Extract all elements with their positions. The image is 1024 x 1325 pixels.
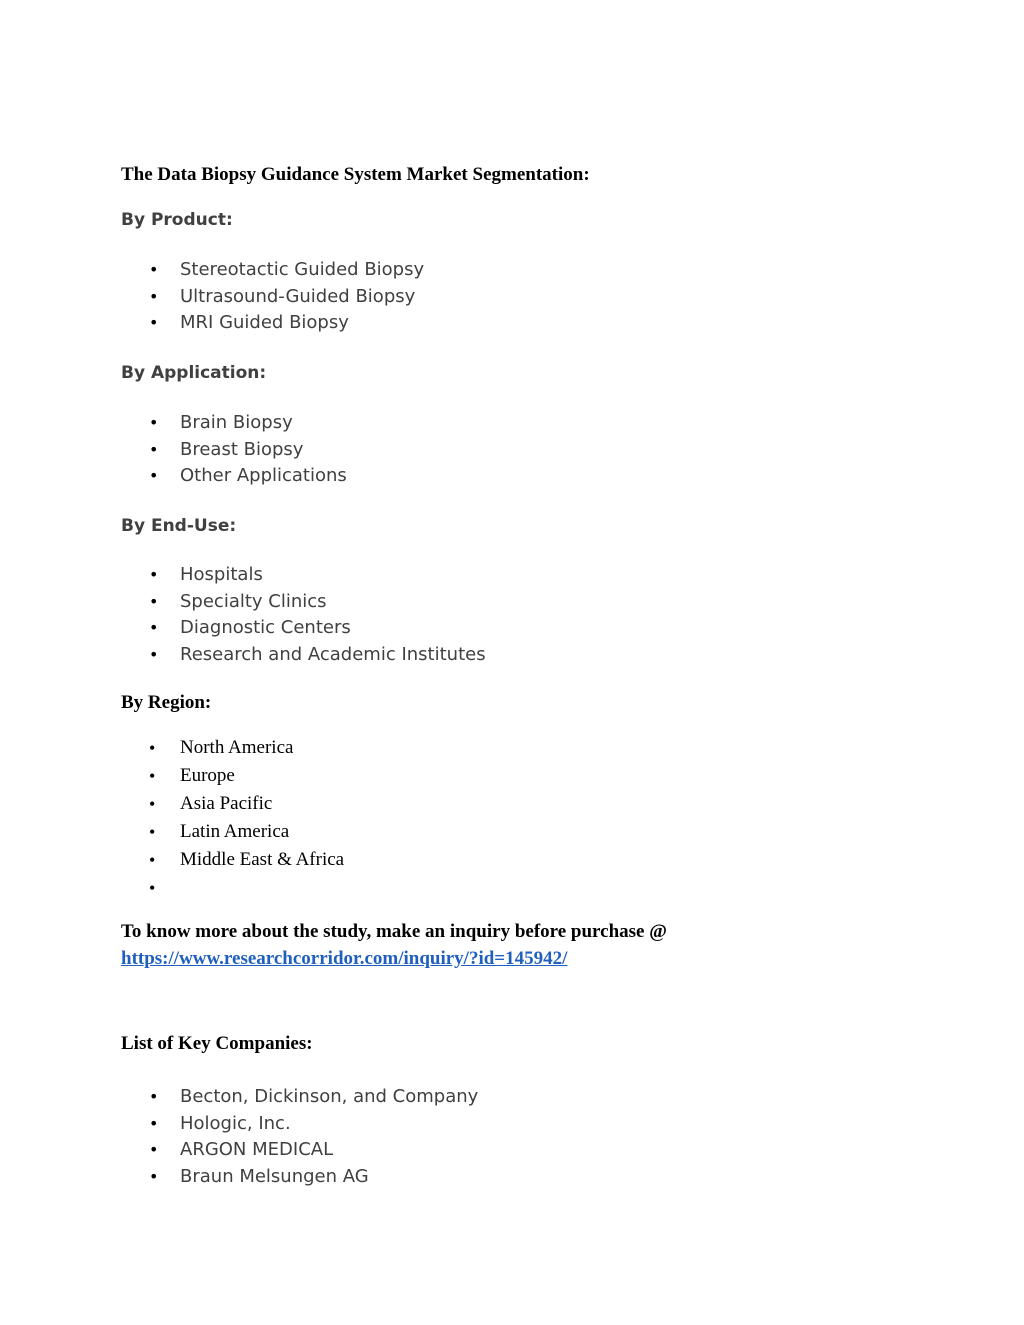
by-region-list (121, 734, 344, 902)
bullet-icon: • (149, 413, 159, 432)
bullet-icon: • (149, 1087, 159, 1106)
bullet-icon: • (149, 1167, 159, 1187)
by-region-heading: By Region: (121, 692, 212, 713)
list-item: • Becton, Dickinson, and Company (121, 1084, 478, 1111)
list-item: • Middle East & Africa (121, 846, 344, 874)
list-item: • North America (121, 734, 344, 762)
list-item: • Specialty Clinics (121, 589, 486, 616)
list-item: • Braun Melsungen AG (121, 1164, 478, 1191)
inquiry-link[interactable]: https://www.researchcorridor.com/inquiry/?id=145942/ (121, 948, 568, 969)
bullet-icon: • (149, 794, 156, 814)
page-title: The Data Biopsy Guidance System Market Segmentation: (121, 164, 590, 185)
list-item: • Stereotactic Guided Biopsy (121, 257, 424, 284)
list-item: • Other Applications (121, 463, 347, 490)
bullet-icon: • (149, 439, 159, 459)
list-item: • Ultrasound-Guided Biopsy (121, 284, 424, 311)
bullet-icon: • (149, 313, 159, 333)
by-application-list (121, 410, 347, 490)
bullet-icon: • (149, 591, 159, 611)
bullet-icon: • (149, 822, 156, 842)
list-item: • Latin America (121, 818, 344, 846)
list-item: • Diagnostic Centers (121, 615, 486, 642)
bullet-icon: • (149, 1140, 159, 1160)
key-companies-list (121, 1084, 478, 1191)
list-item: • Asia Pacific (121, 790, 344, 818)
bullet-icon: • (149, 645, 159, 665)
bullet-icon: • (149, 850, 156, 870)
bullet-icon: • (149, 618, 159, 638)
by-end-use-heading: By End-Use: (121, 516, 237, 536)
list-item: • MRI Guided Biopsy (121, 310, 424, 337)
inquiry-paragraph (121, 918, 667, 972)
bullet-icon: • (149, 1113, 159, 1133)
bullet-icon: • (149, 766, 156, 786)
bullet-icon: • (149, 878, 156, 898)
by-end-use-list (121, 562, 486, 669)
list-item: • Breast Biopsy (121, 437, 347, 464)
list-item (121, 874, 344, 902)
list-item: • Brain Biopsy (121, 410, 347, 437)
bullet-icon: • (149, 738, 156, 758)
bullet-icon: • (149, 260, 159, 279)
list-item: • ARGON MEDICAL (121, 1137, 478, 1164)
bullet-icon: • (149, 565, 159, 584)
list-item: • Hospitals (121, 562, 486, 589)
list-item: • Hologic, Inc. (121, 1111, 478, 1138)
inquiry-text: To know more about the study, make an inquiry before purchase @ (121, 921, 667, 942)
by-application-heading: By Application: (121, 363, 267, 383)
by-product-heading: By Product: (121, 210, 233, 230)
bullet-icon: • (149, 466, 159, 486)
by-product-list (121, 257, 424, 337)
list-item: • Research and Academic Institutes (121, 642, 486, 669)
list-item: • Europe (121, 762, 344, 790)
key-companies-heading: List of Key Companies: (121, 1033, 313, 1054)
bullet-icon: • (149, 286, 159, 306)
